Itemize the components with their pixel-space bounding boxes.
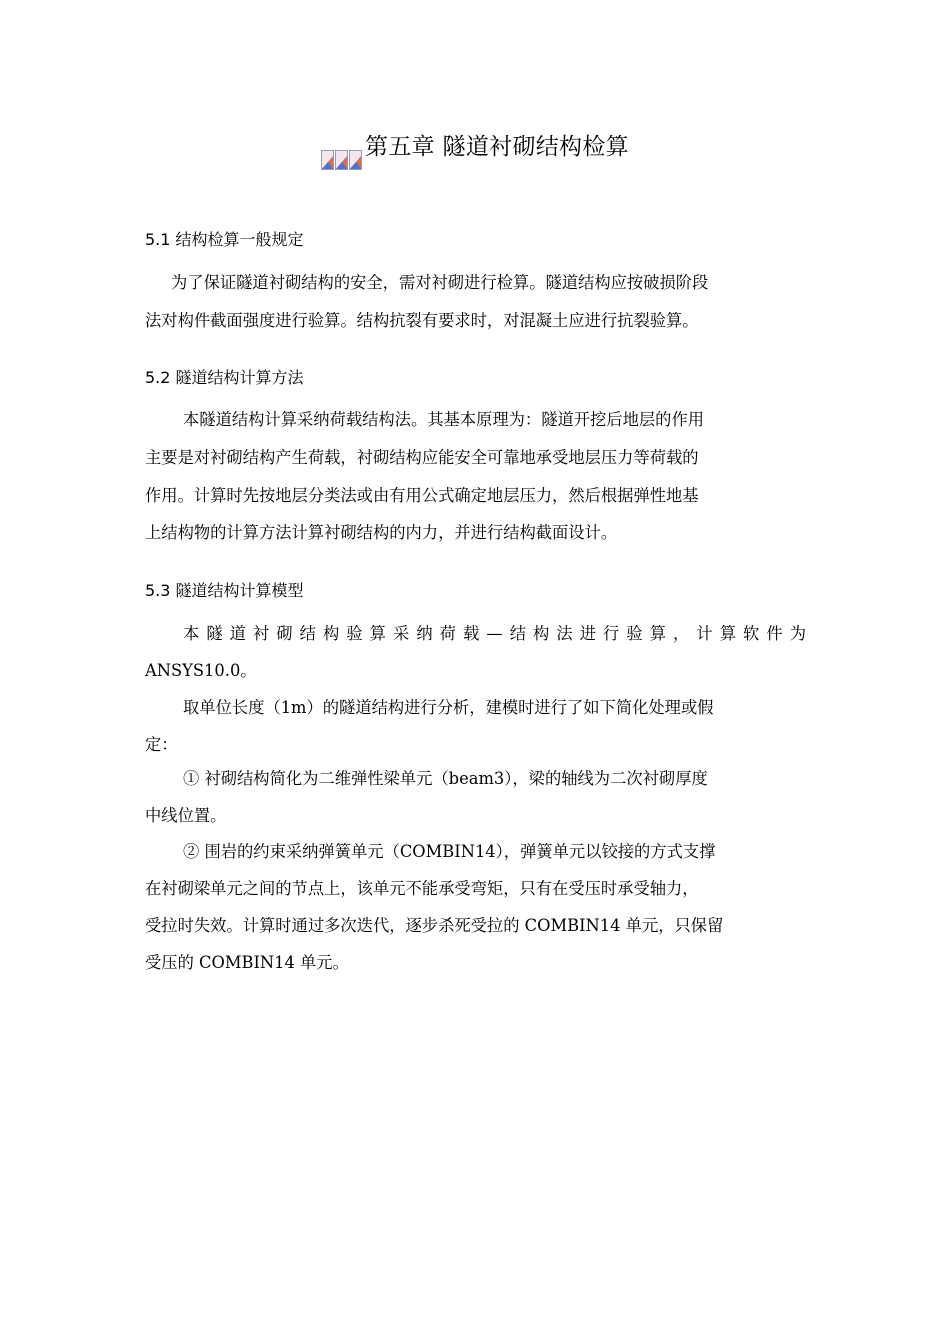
broken-image-icon <box>321 150 334 170</box>
paragraph-line: 主要是对衬砌结构产生荷载，衬砌结构应能安全可靠地承受地层压力等荷载的 <box>145 448 699 467</box>
list-item-line: ① 衬砌结构简化为二维弹性梁单元（beam3），梁的轴线为二次衬砌厚度 <box>183 769 708 788</box>
broken-image-icon <box>335 150 348 170</box>
list-item-line: ② 围岩的约束采纳弹簧单元（COMBIN14），弹簧单元以铰接的方式支撑 <box>183 842 716 861</box>
chapter-title-row <box>0 128 950 170</box>
section-heading: 5.3 隧道结构计算模型 <box>145 581 304 600</box>
paragraph-line: 取单位长度（1m）的隧道结构进行分析，建模时进行了如下简化处理或假 <box>183 698 714 717</box>
list-item-line: 中线位置。 <box>145 806 227 825</box>
section-heading: 5.2 隧道结构计算方法 <box>145 368 304 387</box>
paragraph-line: 本隧道衬砌结构验算采纳荷载—结构法进行验算，计算软件为 <box>183 624 806 643</box>
section-heading: 5.1 结构检算一般规定 <box>145 230 304 249</box>
paragraph-line: 法对构件截面强度进行验算。结构抗裂有要求时，对混凝土应进行抗裂验算。 <box>145 311 699 330</box>
chapter-title: 第五章 隧道衬砌结构检算 <box>365 134 629 160</box>
paragraph-line: 上结构物的计算方法计算衬砌结构的内力，并进行结构截面设计。 <box>145 523 618 542</box>
paragraph-line: 本隧道结构计算采纳荷载结构法。其基本原理为：隧道开挖后地层的作用 <box>183 410 705 429</box>
paragraph-line: ANSYS10.0。 <box>145 661 257 680</box>
list-item-line: 受拉时失效。计算时通过多次迭代，逐步杀死受拉的 COMBIN14 单元，只保留 <box>145 916 724 935</box>
broken-image-icon <box>349 150 362 170</box>
paragraph-line: 为了保证隧道衬砌结构的安全，需对衬砌进行检算。隧道结构应按破损阶段 <box>171 273 709 292</box>
list-item-line: 受压的 COMBIN14 单元。 <box>145 953 349 972</box>
image-placeholder-icon <box>321 150 363 170</box>
paragraph-line: 定： <box>145 735 178 754</box>
list-item-line: 在衬砌梁单元之间的节点上，该单元不能承受弯矩，只有在受压时承受轴力， <box>145 879 699 898</box>
paragraph-line: 作用。计算时先按地层分类法或由有用公式确定地层压力，然后根据弹性地基 <box>145 486 699 505</box>
